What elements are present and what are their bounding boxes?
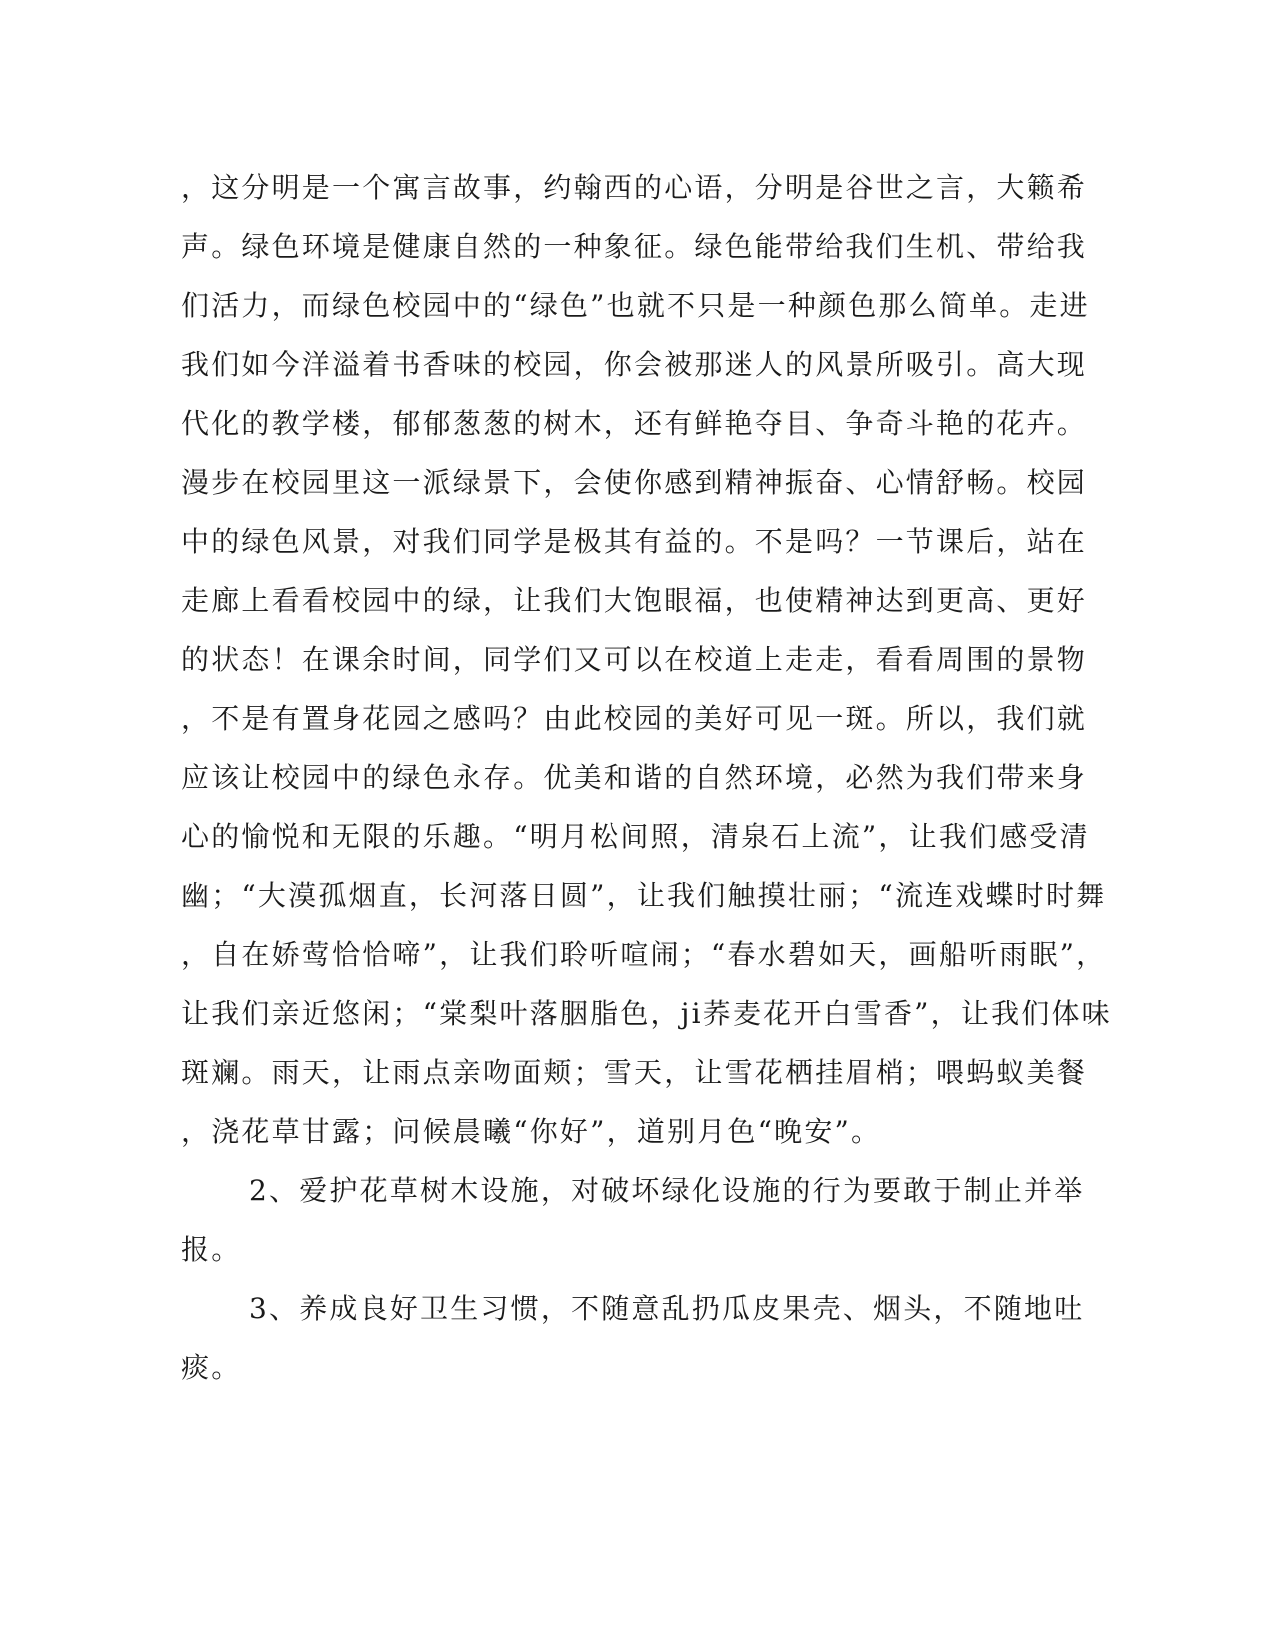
text-line: 幽；“大漠孤烟直，长河落日圆”，让我们触摸壮丽；“流连戏蝶时时舞 bbox=[181, 879, 1107, 912]
list-item-3-line: 3、养成良好卫生习惯，不随意乱扔瓜皮果壳、烟头，不随地吐 bbox=[249, 1292, 1085, 1325]
text-line: 走廊上看看校园中的绿，让我们大饱眼福，也使精神达到更高、更好 bbox=[181, 584, 1088, 617]
text-line: ，这分明是一个寓言故事，约翰西的心语，分明是谷世之言，大籁希 bbox=[181, 171, 1088, 204]
body-text bbox=[181, 158, 1112, 1397]
text-line: 声。绿色环境是健康自然的一种象征。绿色能带给我们生机、带给我 bbox=[181, 230, 1088, 263]
text-line: ，自在娇莺恰恰啼”，让我们聆听喧闹；“春水碧如天，画船听雨眠”， bbox=[181, 938, 1107, 971]
list-item-3-continuation: 痰。 bbox=[181, 1351, 242, 1384]
text-line: 让我们亲近悠闲；“棠梨叶落胭脂色，ji荞麦花开白雪香”，让我们体味 bbox=[181, 997, 1112, 1030]
text-line: 漫步在校园里这一派绿景下，会使你感到精神振奋、心情舒畅。校园 bbox=[181, 466, 1088, 499]
text-line: 应该让校园中的绿色永存。优美和谐的自然环境，必然为我们带来身 bbox=[181, 761, 1088, 794]
text-line: 的状态！在课余时间，同学们又可以在校道上走走，看看周围的景物 bbox=[181, 643, 1088, 676]
list-item-2-line: 2、爱护花草树木设施，对破坏绿化设施的行为要敢于制止并举 bbox=[249, 1174, 1085, 1207]
text-line: ，不是有置身花园之感吗？由此校园的美好可见一斑。所以，我们就 bbox=[181, 702, 1088, 735]
list-item-2-continuation: 报。 bbox=[181, 1233, 242, 1266]
text-line: 斑斓。雨天，让雨点亲吻面颊；雪天，让雪花栖挂眉梢；喂蚂蚁美餐 bbox=[181, 1056, 1088, 1089]
text-line: 心的愉悦和无限的乐趣。“明月松间照，清泉石上流”，让我们感受清 bbox=[181, 820, 1090, 853]
text-line: 中的绿色风景，对我们同学是极其有益的。不是吗？一节课后，站在 bbox=[181, 525, 1088, 558]
text-line: 我们如今洋溢着书香味的校园，你会被那迷人的风景所吸引。高大现 bbox=[181, 348, 1088, 381]
text-line: 们活力，而绿色校园中的“绿色”也就不只是一种颜色那么简单。走进 bbox=[181, 289, 1090, 322]
text-line: 代化的教学楼，郁郁葱葱的树木，还有鲜艳夺目、争奇斗艳的花卉。 bbox=[181, 407, 1088, 440]
text-line: ，浇花草甘露；问候晨曦“你好”，道别月色“晚安”。 bbox=[181, 1115, 882, 1148]
